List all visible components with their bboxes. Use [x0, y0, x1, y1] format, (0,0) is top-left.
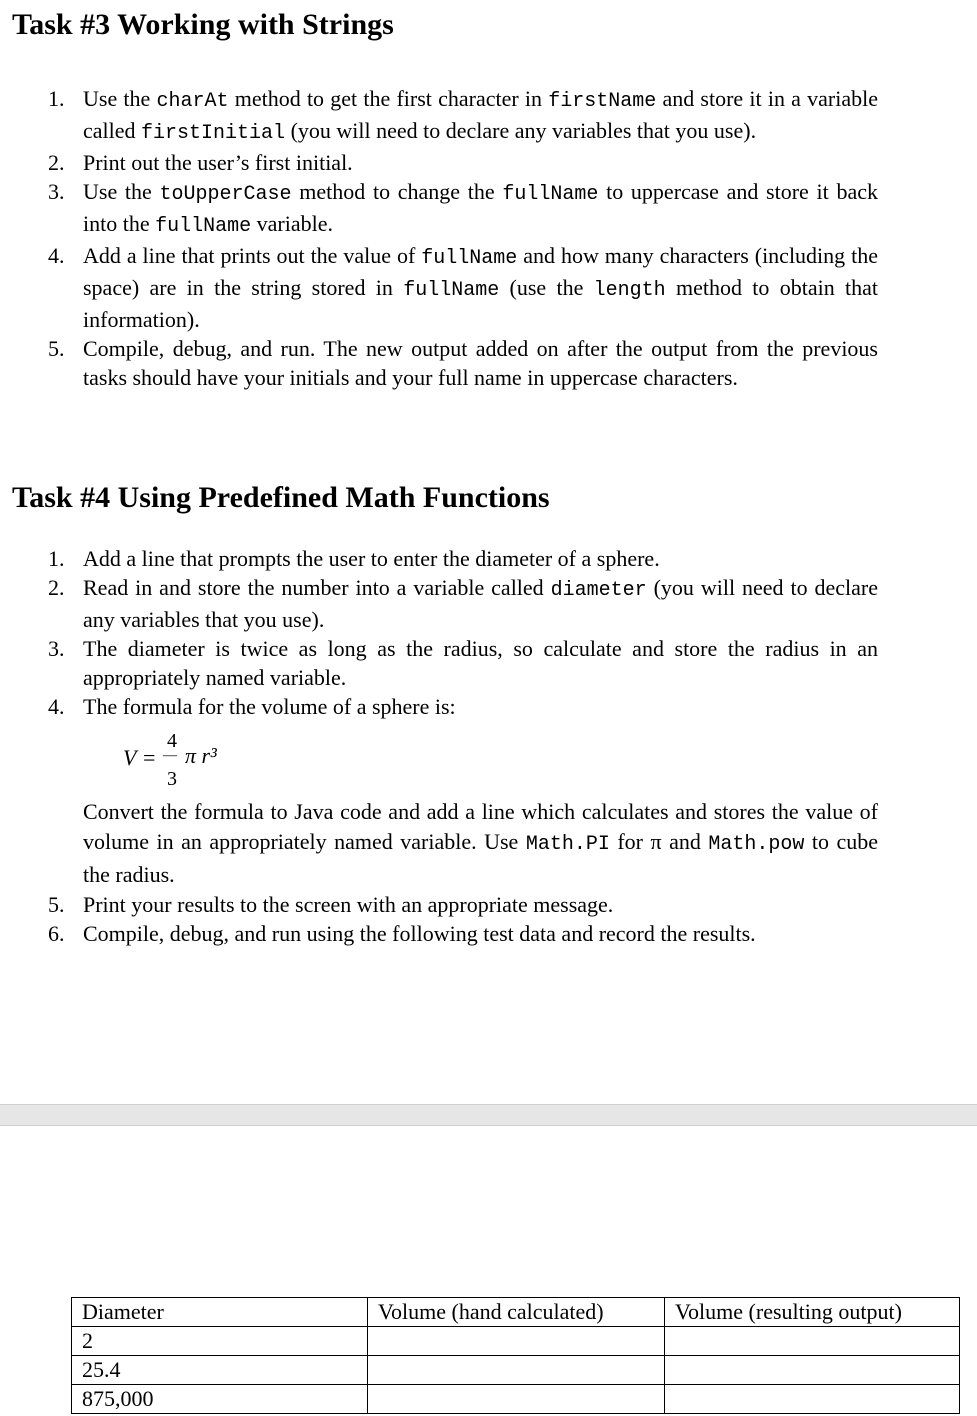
text-run: method to change the	[291, 179, 503, 204]
list-number: 5.	[48, 336, 65, 361]
list-item	[48, 177, 878, 241]
text-run: and store it in a variable called	[83, 86, 878, 143]
table-cell	[368, 1327, 665, 1356]
list-number: 2.	[48, 575, 65, 600]
list-item	[48, 544, 878, 573]
list-item	[48, 241, 878, 334]
text-run: Convert the formula to Java code and add a line which calculates and stores the value of volume in an appropriately named variable. Use	[83, 799, 878, 854]
table-row	[72, 1385, 960, 1414]
formula-rhs: π r³	[185, 743, 217, 768]
task4-title: Task #4 Using Predefined Math Functions	[12, 481, 550, 514]
text-run: to cube the radius.	[83, 829, 878, 887]
text-run: The formula for the volume of a sphere is:	[83, 694, 456, 719]
text-run: (use the	[499, 275, 594, 300]
page-separator	[0, 1104, 977, 1126]
text-run: and how many characters (including the space) are in the string stored in	[83, 243, 878, 300]
table-row	[72, 1356, 960, 1385]
text-run: The diameter is twice as long as the radius, so calculate and store the radius in an appropriately named variable.	[83, 636, 878, 690]
list-number: 4.	[48, 694, 65, 719]
list-number: 5.	[48, 892, 65, 917]
list-item	[48, 573, 878, 634]
text-run: method to obtain that information).	[83, 275, 879, 332]
text-run: Print your results to the screen with an appropriate message.	[83, 892, 614, 917]
table-cell: 25.4	[72, 1356, 368, 1385]
list-item	[48, 148, 878, 177]
text-run: (you will need to declare any variables that you use).	[285, 118, 757, 143]
list-item	[48, 919, 878, 948]
code-term: toUpperCase	[159, 183, 292, 206]
header-volume-hand: Volume (hand calculated)	[368, 1298, 665, 1327]
table-cell	[665, 1385, 960, 1414]
task4-list	[48, 544, 878, 948]
formula-numerator: 4	[167, 730, 177, 752]
code-term: charAt	[156, 90, 229, 113]
text-run: for π and	[609, 829, 709, 854]
code-term: Math.pow	[708, 833, 805, 856]
list-number: 1.	[48, 86, 65, 111]
formula-denominator: 3	[167, 768, 177, 790]
text-run: to uppercase and store it back into the	[83, 179, 878, 236]
code-term: firstName	[548, 90, 657, 113]
code-term: fullName	[403, 279, 500, 302]
table-cell	[368, 1385, 665, 1414]
formula-equals: =	[143, 745, 156, 770]
list-number: 1.	[48, 546, 65, 571]
code-term: length	[593, 279, 666, 302]
text-run: Compile, debug, and run using the following test data and record the results.	[83, 921, 756, 946]
text-run: method to get the first character in	[228, 86, 549, 111]
code-term: firstInitial	[141, 122, 286, 145]
list-item	[48, 890, 878, 919]
text-run: Compile, debug, and run. The new output added on after the output from the previous tasks should have your initials and your full name in uppercase characters.	[83, 336, 878, 390]
list-number: 2.	[48, 150, 65, 175]
table-cell: 2	[72, 1327, 368, 1356]
table-cell	[665, 1356, 960, 1385]
formula-lhs: V	[123, 745, 137, 770]
list-item	[48, 634, 878, 692]
code-term: fullName	[502, 183, 599, 206]
list-item	[48, 84, 878, 148]
test-data-table	[71, 1297, 960, 1414]
table-cell	[368, 1356, 665, 1385]
text-run: Read in and store the number into a variable called	[83, 575, 551, 600]
text-run: Print out the user’s first initial.	[83, 150, 353, 175]
list-item	[48, 692, 878, 890]
formula-fraction-bar: —	[163, 748, 177, 763]
table-cell	[665, 1327, 960, 1356]
sphere-volume-formula	[123, 721, 878, 793]
task3-title: Task #3 Working with Strings	[12, 8, 394, 41]
code-term: fullName	[421, 247, 518, 270]
table-header-row	[72, 1298, 960, 1327]
text-run: Add a line that prompts the user to enter the diameter of a sphere.	[83, 546, 660, 571]
header-volume-output: Volume (resulting output)	[665, 1298, 960, 1327]
convert-instruction	[83, 797, 878, 890]
text-run: Use the	[83, 86, 157, 111]
table-row	[72, 1327, 960, 1356]
code-term: diameter	[550, 579, 647, 602]
text-run: Add a line that prints out the value of	[83, 243, 422, 268]
table-cell: 875,000	[72, 1385, 368, 1414]
list-number: 3.	[48, 636, 65, 661]
text-run: variable.	[251, 211, 333, 236]
header-diameter: Diameter	[72, 1298, 368, 1327]
text-run: Use the	[83, 179, 160, 204]
code-term: Math.PI	[525, 833, 610, 856]
task3-list	[48, 84, 878, 392]
list-item	[48, 334, 878, 392]
text-run: (you will need to declare any variables that you use).	[83, 575, 878, 632]
code-term: fullName	[155, 215, 252, 238]
list-number: 3.	[48, 179, 65, 204]
list-number: 4.	[48, 243, 65, 268]
list-number: 6.	[48, 921, 65, 946]
